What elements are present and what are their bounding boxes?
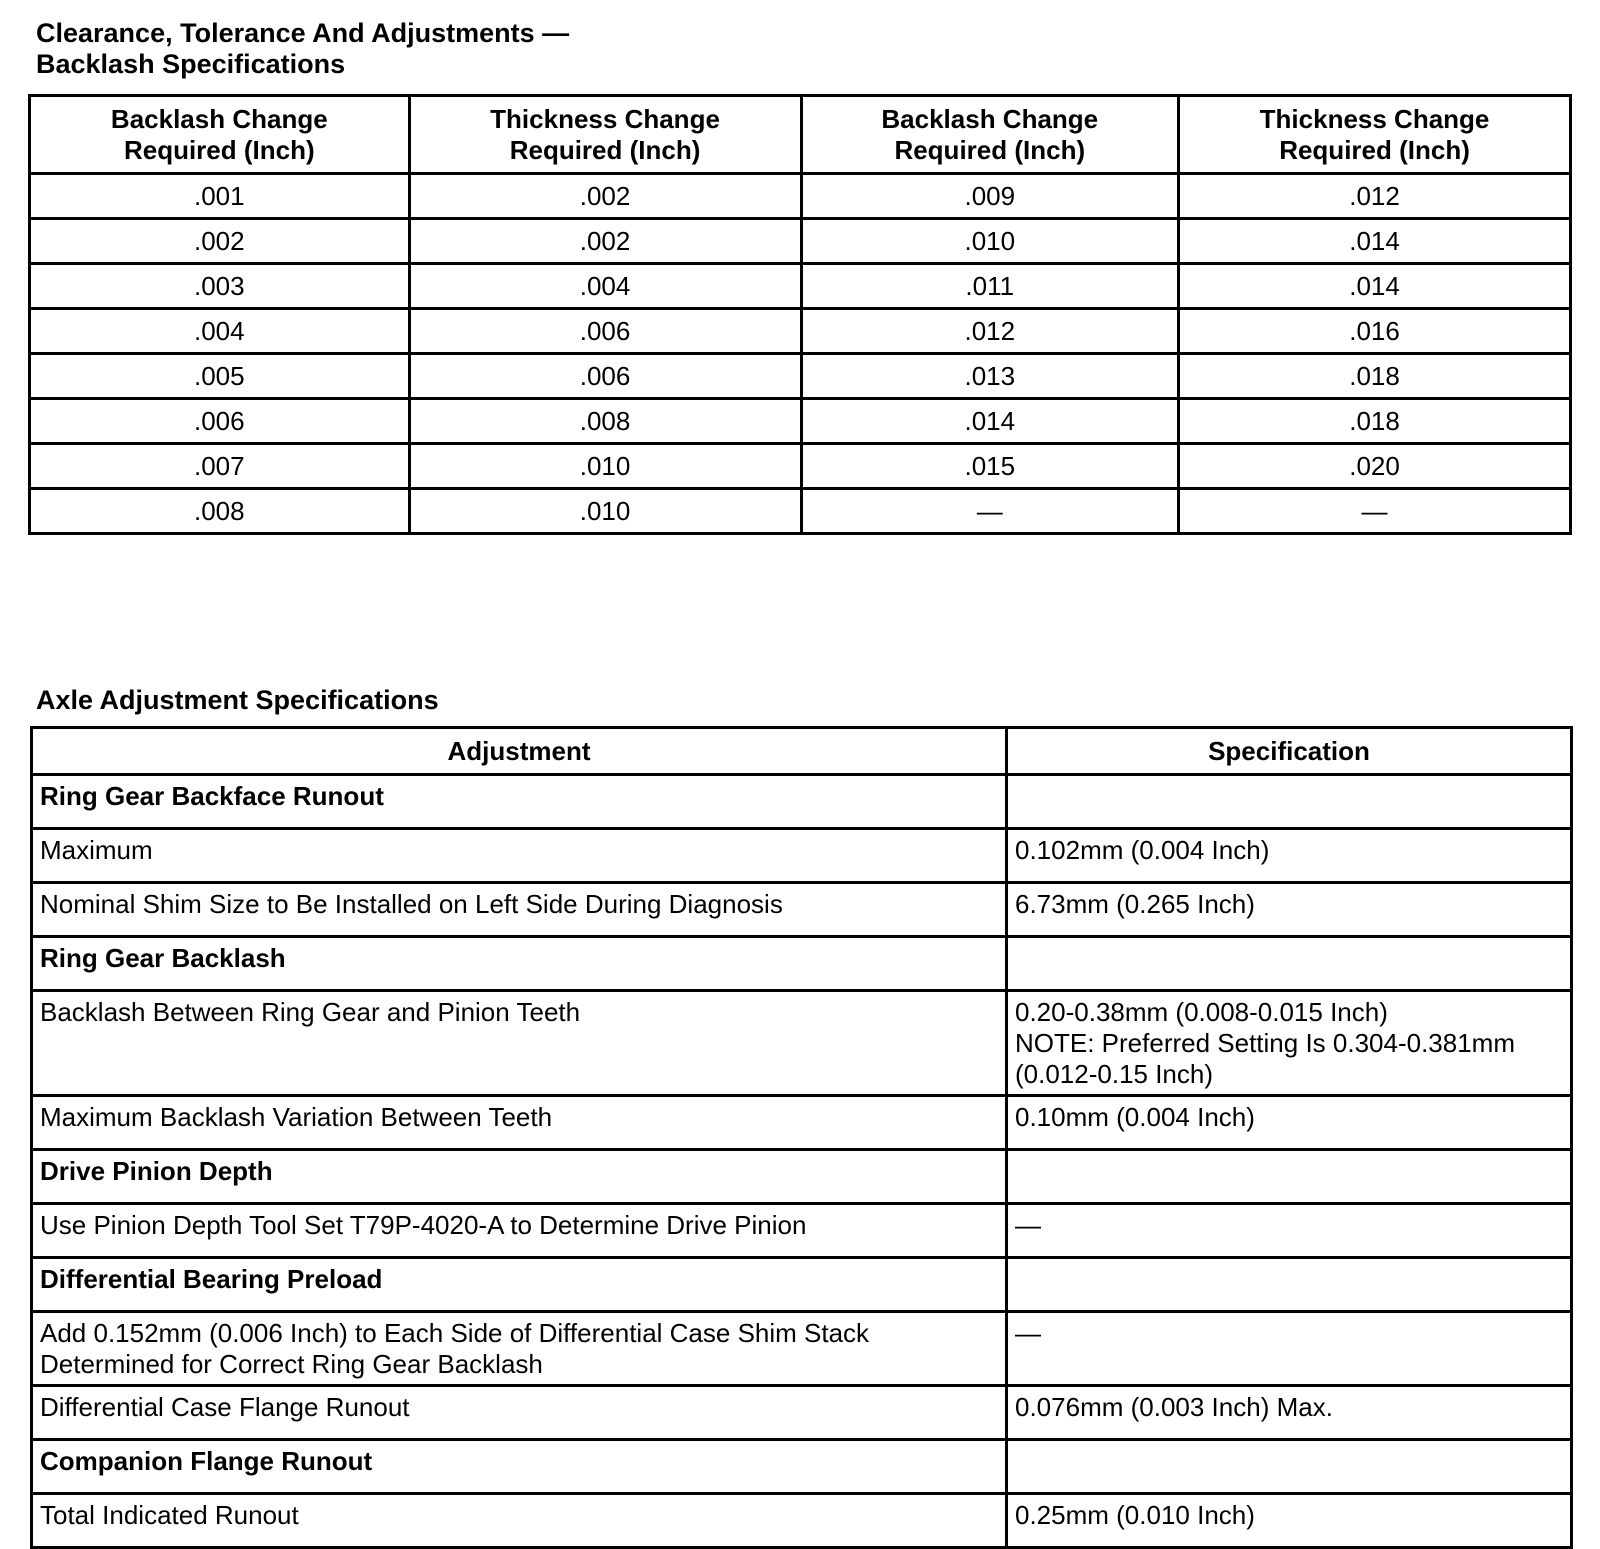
specification-cell <box>1007 1440 1572 1494</box>
axle-header-row <box>32 728 1572 775</box>
adjustment-cell: Use Pinion Depth Tool Set T79P-4020-A to Determine Drive Pinion <box>32 1204 1007 1258</box>
table-cell: .006 <box>409 354 801 399</box>
adjustment-cell: Differential Case Flange Runout <box>32 1386 1007 1440</box>
table-cell: .010 <box>409 489 801 534</box>
specification-cell <box>1007 1204 1572 1258</box>
table-row <box>32 829 1572 883</box>
header-line: Backlash Change <box>881 103 1099 134</box>
specification-line: 6.73mm (0.265 Inch) <box>1015 889 1255 919</box>
axle-section-title: Axle Adjustment Specifications <box>36 685 439 715</box>
specification-cell <box>1007 1386 1572 1440</box>
table-cell: .012 <box>1179 174 1571 219</box>
specification-line: (0.012-0.15 Inch) <box>1015 1059 1214 1089</box>
group-heading: Differential Bearing Preload <box>32 1258 1007 1312</box>
table-cell: .002 <box>409 174 801 219</box>
backlash-header-row <box>30 96 1571 174</box>
table-cell: .002 <box>30 219 410 264</box>
specification-line: 0.25mm (0.010 Inch) <box>1015 1500 1255 1530</box>
header-line: Required (Inch) <box>509 134 701 165</box>
table-cell: .001 <box>30 174 410 219</box>
table-cell: .013 <box>801 354 1179 399</box>
adjustment-cell: Total Indicated Runout <box>32 1494 1007 1548</box>
table-row <box>32 1494 1572 1548</box>
table-cell: .014 <box>1179 219 1571 264</box>
group-row <box>32 937 1572 991</box>
header-line: Backlash Change <box>110 103 328 134</box>
table-row <box>30 489 1571 534</box>
specification-cell <box>1007 1258 1572 1312</box>
table-cell: .016 <box>1179 309 1571 354</box>
table-cell: .007 <box>30 444 410 489</box>
specification-cell <box>1007 1096 1572 1150</box>
table-cell: .003 <box>30 264 410 309</box>
table-cell: .020 <box>1179 444 1571 489</box>
header-adjustment: Adjustment <box>32 728 1007 775</box>
table-row <box>32 1204 1572 1258</box>
table-row <box>30 219 1571 264</box>
table-cell: .018 <box>1179 354 1571 399</box>
specification-cell <box>1007 1150 1572 1204</box>
table-row <box>30 444 1571 489</box>
table-row <box>32 1312 1572 1386</box>
specification-cell <box>1007 883 1572 937</box>
header-thickness-change-1 <box>409 96 801 174</box>
document-title-line-2: Backlash Specifications <box>36 49 346 79</box>
adjustment-cell: Maximum Backlash Variation Between Teeth <box>32 1096 1007 1150</box>
group-row <box>32 1150 1572 1204</box>
table-row <box>32 991 1572 1096</box>
table-row <box>32 1096 1572 1150</box>
table-cell: .006 <box>409 309 801 354</box>
table-cell: .014 <box>1179 264 1571 309</box>
group-heading: Ring Gear Backlash <box>32 937 1007 991</box>
specification-cell <box>1007 991 1572 1096</box>
specification-line: 0.102mm (0.004 Inch) <box>1015 835 1270 865</box>
specification-line: 0.076mm (0.003 Inch) Max. <box>1015 1392 1333 1422</box>
table-cell: .004 <box>30 309 410 354</box>
table-row <box>30 174 1571 219</box>
document-title-line-1: Clearance, Tolerance And Adjustments — <box>36 18 570 48</box>
table-cell: .002 <box>409 219 801 264</box>
table-cell: .015 <box>801 444 1179 489</box>
header-backlash-change-2 <box>801 96 1179 174</box>
header-line: Required (Inch) <box>123 134 315 165</box>
backlash-specifications-table <box>28 94 1572 535</box>
header-line: Thickness Change <box>1259 103 1490 134</box>
specification-cell <box>1007 829 1572 883</box>
group-row <box>32 1258 1572 1312</box>
table-cell: .011 <box>801 264 1179 309</box>
axle-table-body <box>32 775 1572 1548</box>
table-cell: .006 <box>30 399 410 444</box>
table-cell: .005 <box>30 354 410 399</box>
specification-cell <box>1007 937 1572 991</box>
specification-cell <box>1007 1494 1572 1548</box>
table-cell: .014 <box>801 399 1179 444</box>
specification-cell <box>1007 775 1572 829</box>
document-title <box>36 18 569 80</box>
table-cell: .004 <box>409 264 801 309</box>
axle-adjustment-table <box>30 726 1573 1549</box>
header-specification: Specification <box>1007 728 1572 775</box>
backlash-table-body <box>30 174 1571 534</box>
group-row <box>32 775 1572 829</box>
adjustment-cell: Maximum <box>32 829 1007 883</box>
table-cell: .009 <box>801 174 1179 219</box>
table-row <box>32 883 1572 937</box>
specification-line: — <box>1015 1210 1041 1240</box>
table-row <box>30 354 1571 399</box>
group-row <box>32 1440 1572 1494</box>
table-row <box>30 264 1571 309</box>
specification-line: 0.20-0.38mm (0.008-0.015 Inch) <box>1015 997 1388 1027</box>
adjustment-cell: Nominal Shim Size to Be Installed on Left Side During Diagnosis <box>32 883 1007 937</box>
header-thickness-change-2 <box>1179 96 1571 174</box>
header-line: Thickness Change <box>490 103 720 134</box>
table-cell: .010 <box>409 444 801 489</box>
adjustment-cell: Backlash Between Ring Gear and Pinion Teeth <box>32 991 1007 1096</box>
header-line: Required (Inch) <box>1279 134 1470 165</box>
group-heading: Drive Pinion Depth <box>32 1150 1007 1204</box>
group-heading: Companion Flange Runout <box>32 1440 1007 1494</box>
table-row <box>30 399 1571 444</box>
specification-line: 0.10mm (0.004 Inch) <box>1015 1102 1255 1132</box>
table-cell: — <box>1179 489 1571 534</box>
table-cell: .008 <box>409 399 801 444</box>
table-cell: .018 <box>1179 399 1571 444</box>
header-line: Required (Inch) <box>894 134 1086 165</box>
adjustment-cell: Add 0.152mm (0.006 Inch) to Each Side of Differential Case Shim Stack Determined for Correct Ring Gear Backlash <box>32 1312 1007 1386</box>
group-heading: Ring Gear Backface Runout <box>32 775 1007 829</box>
header-backlash-change-1 <box>30 96 410 174</box>
table-cell: — <box>801 489 1179 534</box>
specification-line: NOTE: Preferred Setting Is 0.304-0.381mm <box>1015 1028 1515 1058</box>
table-cell: .010 <box>801 219 1179 264</box>
table-row <box>30 309 1571 354</box>
table-row <box>32 1386 1572 1440</box>
specification-line: — <box>1015 1318 1041 1348</box>
table-cell: .012 <box>801 309 1179 354</box>
table-cell: .008 <box>30 489 410 534</box>
specification-cell <box>1007 1312 1572 1386</box>
